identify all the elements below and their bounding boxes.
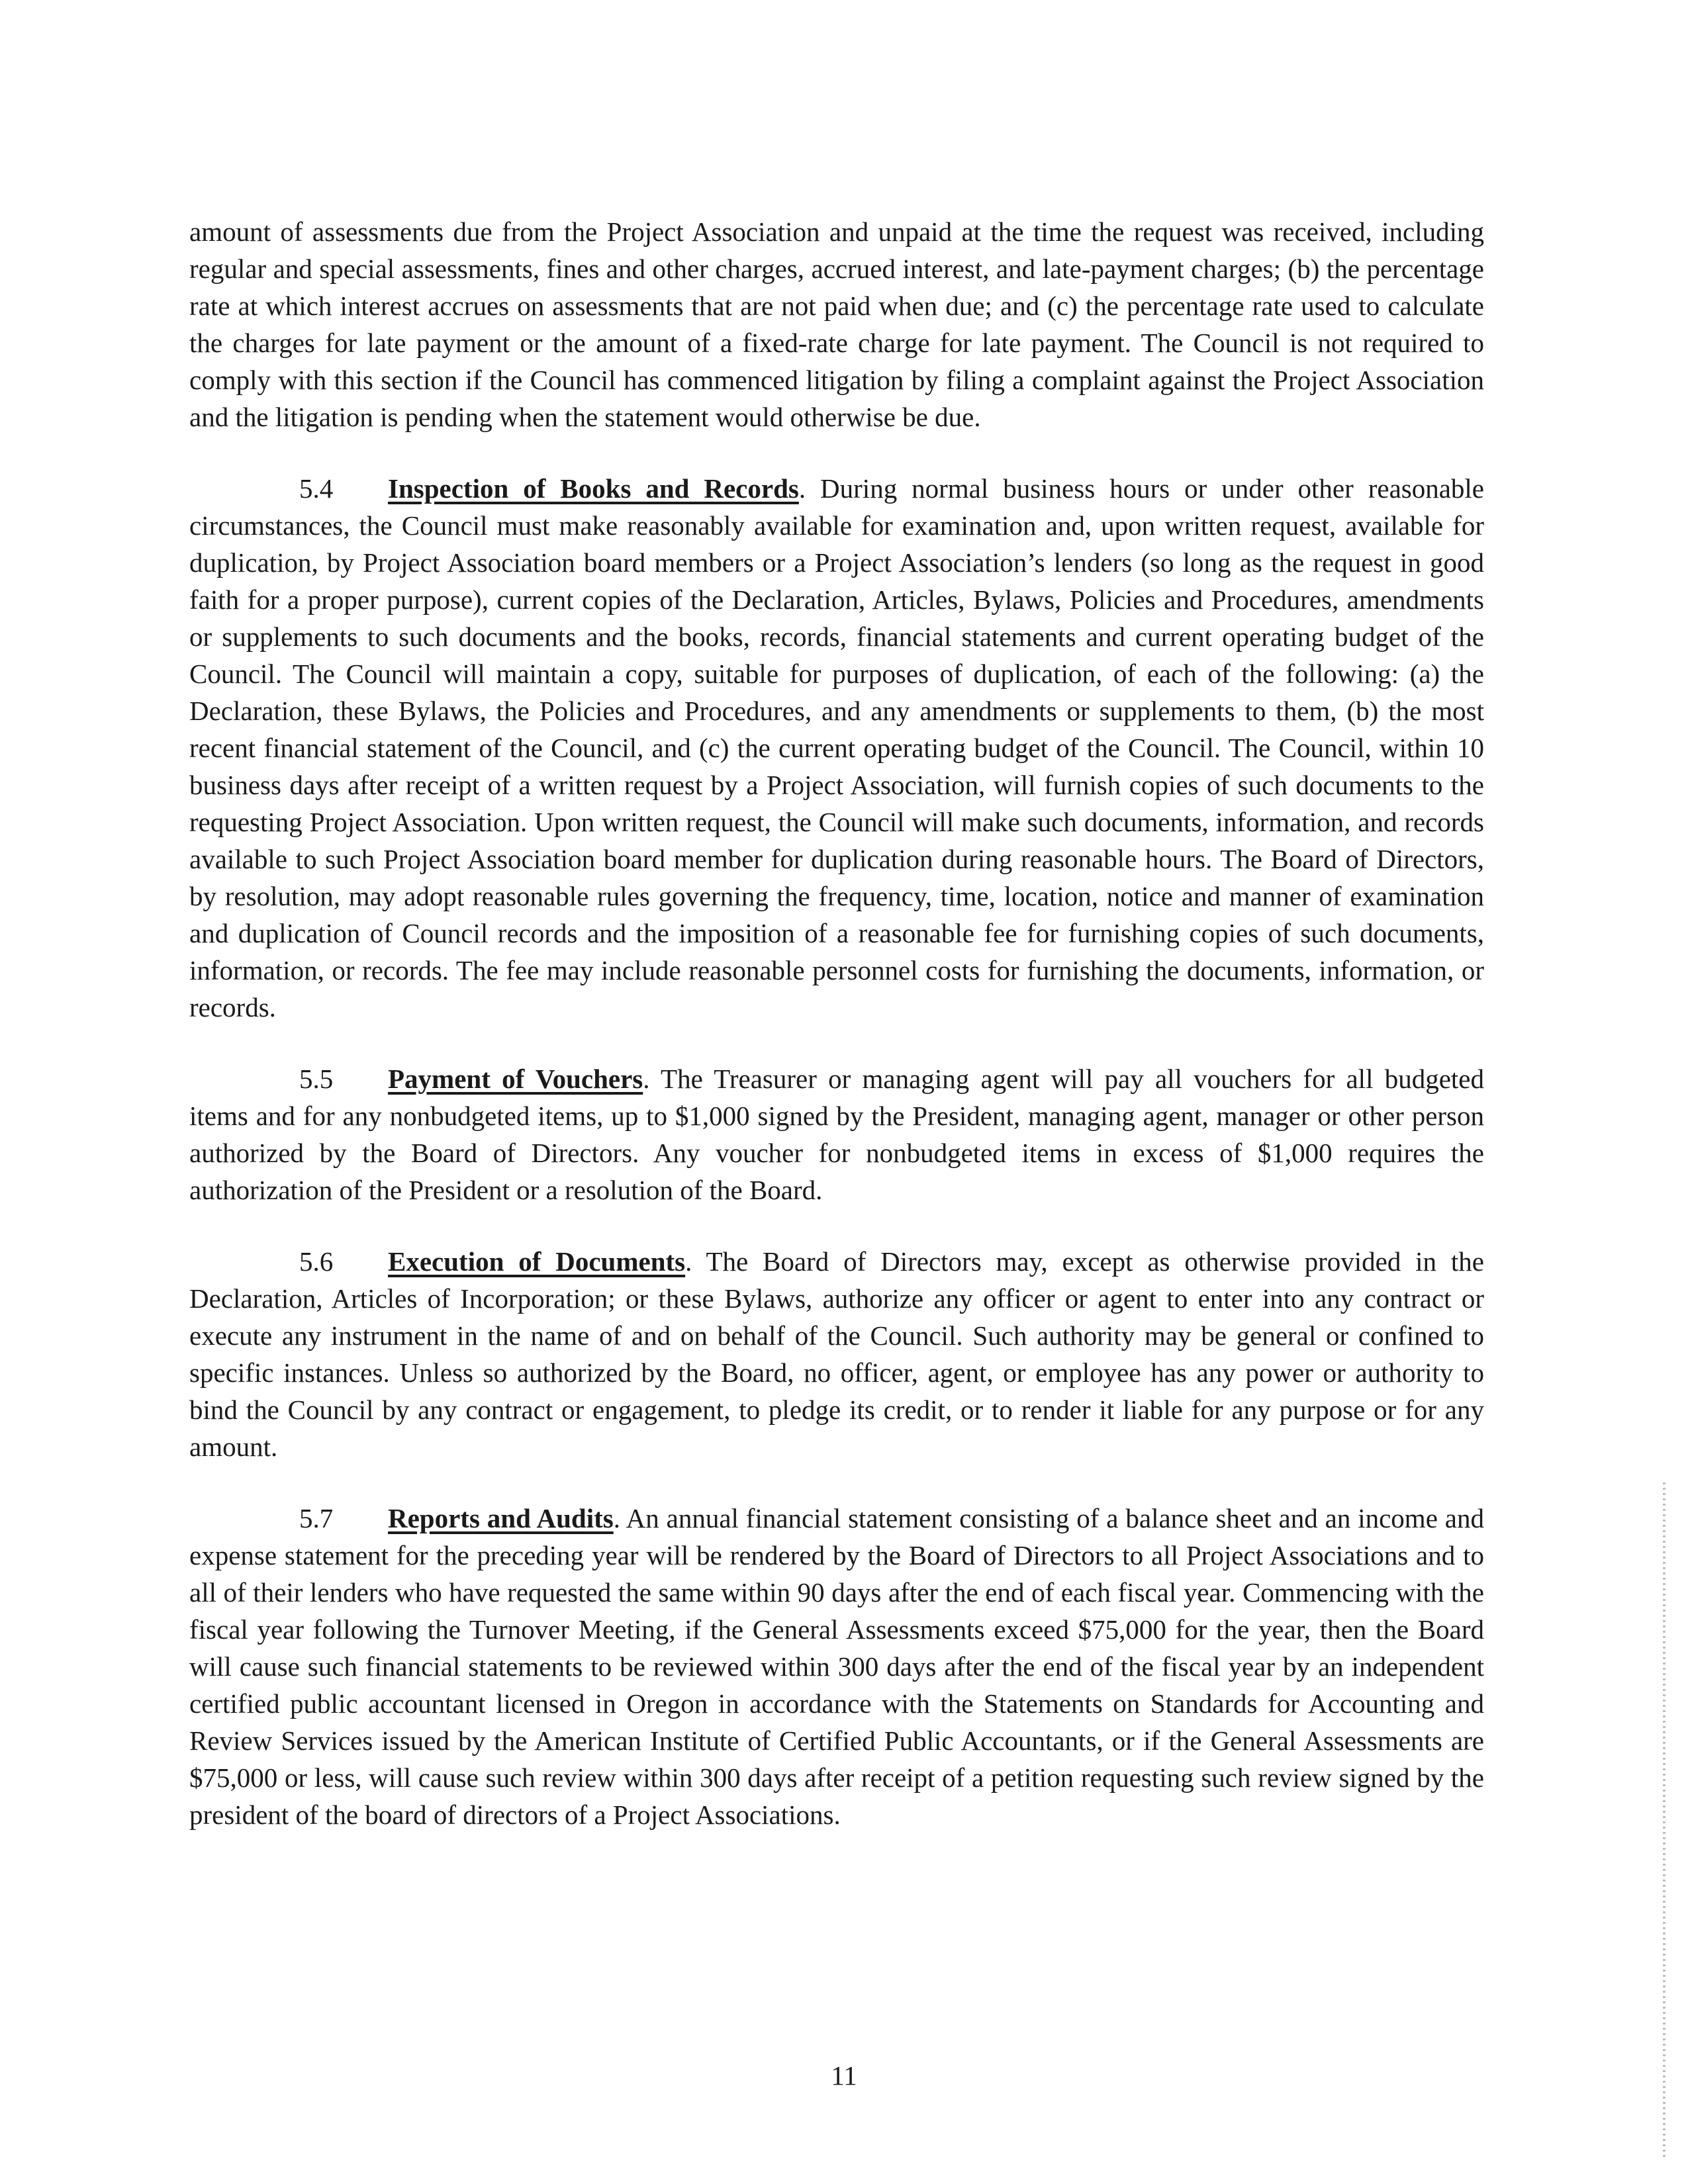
- section-heading: Reports and Audits: [388, 1503, 614, 1533]
- section-number: 5.7: [299, 1503, 334, 1533]
- section-heading: Inspection of Books and Records: [388, 473, 799, 504]
- section-heading-punct: .: [798, 473, 806, 504]
- section-number: 5.6: [299, 1246, 334, 1277]
- section-text: During normal business hours or under other reasonable circumstances, the Council must make reasonably available for examination and, upon written request, available for duplication, by Project Association board members or a Project Association’s lenders (so long as the request in good faith for a proper purpose), current copies of the Declaration, Articles, Bylaws, Policies and Procedures, amendments or supplements to such documents and the books, records, financial statements and current operating budget of the Council. The Council will maintain a copy, suitable for purposes of duplication, of each of the following: (a) the Declaration, these Bylaws, the Policies and Procedures, and any amendments or supplements to them, (b) the most recent financial statement of the Council, and (c) the current operating budget of the Council. The Council, within 10 business days after receipt of a written request by a Project Association, will furnish copies of such documents to the requesting Project Association. Upon written request, the Council will make such documents, information, and records available to such Project Association board member for duplication during reasonable hours. The Board of Directors, by resolution, may adopt reasonable rules governing the frequency, time, location, notice and manner of examination and duplication of Council records and the imposition of a reasonable fee for furnishing copies of such documents, information, or records. The fee may include reasonable personnel costs for furnishing the documents, information, or records.: [189, 473, 1485, 1023]
- section-5-4: [189, 470, 1484, 1026]
- section-heading-punct: .: [643, 1064, 650, 1094]
- section-number: 5.4: [299, 473, 334, 504]
- section-heading: Payment of Vouchers: [388, 1064, 643, 1094]
- section-text: The Treasurer or managing agent will pay all vouchers for all budgeted items and for any nonbudgeted items, up to $1,000 signed by the President, managing agent, manager or other person authorized by the Board of Directors. Any voucher for nonbudgeted items in excess of $1,000 requires the authorization of the President or a resolution of the Board.: [189, 1064, 1485, 1205]
- section-number: 5.5: [299, 1064, 334, 1094]
- section-5-7: [189, 1500, 1484, 1833]
- scan-edge-artifact: [1663, 1482, 1665, 2158]
- document-body: [189, 213, 1484, 1868]
- section-text: The Board of Directors may, except as otherwise provided in the Declaration, Articles of Incorporation; or these Bylaws, authorize any officer or agent to enter into any contract or execute any instrument in the name of and on behalf of the Council. Such authority may be general or confined to specific instances. Unless so authorized by the Board, no officer, agent, or employee has any power or authority to bind the Council by any contract or engagement, to pledge its credit, or to render it liable for any purpose or for any amount.: [189, 1246, 1484, 1462]
- section-heading-punct: .: [685, 1246, 692, 1277]
- section-5-6: [189, 1243, 1484, 1465]
- section-text: An annual financial statement consisting of a balance sheet and an income and expense statement for the preceding year will be rendered by the Board of Directors to all Project Associations and to all of their lenders who have requested the same within 90 days after the end of each fiscal year. Commencing with the fiscal year following the Turnover Meeting, if the General Assessments exceed $75,000 for the year, then the Board will cause such financial statements to be reviewed within 300 days after the end of the fiscal year by an independent certified public accountant licensed in Oregon in accordance with the Statements on Standards for Accounting and Review Services issued by the American Institute of Certified Public Accountants, or if the General Assessments are $75,000 or less, will cause such review within 300 days after receipt of a petition requesting such review signed by the president of the board of directors of a Project Associations.: [189, 1503, 1484, 1830]
- section-heading-punct: .: [613, 1503, 620, 1533]
- section-heading: Execution of Documents: [388, 1246, 686, 1277]
- section-5-5: [189, 1060, 1484, 1208]
- page-number: 11: [831, 2060, 857, 2091]
- intro-paragraph: amount of assessments due from the Project Association and unpaid at the time the request was received, including regular and special assessments, fines and other charges, accrued interest, and late-payment charges; (b) the percentage rate at which interest accrues on assessments that are not paid when due; and (c) the percentage rate used to calculate the charges for late payment or the amount of a fixed-rate charge for late payment. The Council is not required to comply with this section if the Council has commenced litigation by filing a complaint against the Project Association and the litigation is pending when the statement would otherwise be due.: [189, 216, 1484, 432]
